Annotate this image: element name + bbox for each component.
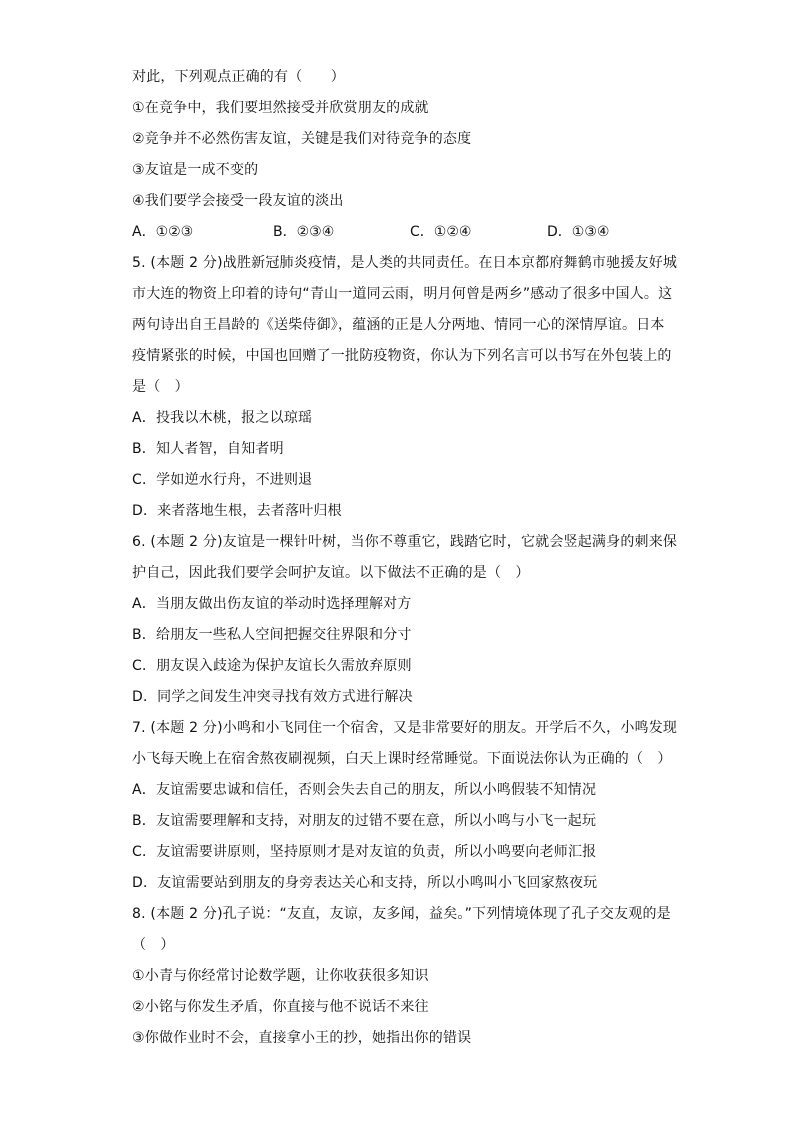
option-c: C．学如逆水行舟，不进则退: [132, 472, 313, 488]
question-text-line: 市大连的物资上印着的诗句“青山一道同云雨，明月何曾是两乡”感动了很多中国人。这: [132, 286, 673, 302]
option-c: C．①②④: [410, 224, 472, 240]
question-text-line: 护自己，因此我们要学会呵护友谊。以下做法不正确的是（ ）: [132, 565, 530, 581]
question-7: [132, 713, 678, 899]
question-text-line: （ ）: [132, 937, 175, 953]
option-d: D．①③④: [547, 224, 610, 240]
question-text-line: 小飞每天晚上在宿舍熬夜刷视频，白天上课时经常睡觉。下面说法你认为正确的（ ）: [132, 751, 672, 767]
question-6: [132, 527, 678, 713]
option-d: D．友谊需要站到朋友的身旁表达关心和支持，所以小鸣叫小飞回家熬夜玩: [132, 875, 598, 891]
statement-2: ②小铭与你发生矛盾，你直接与他不说话不来往: [132, 999, 429, 1015]
option-b: B．友谊需要理解和支持，对朋友的过错不要在意，所以小鸣与小飞一起玩: [132, 813, 597, 829]
option-b: B．给朋友一些私人空间把握交往界限和分寸: [132, 627, 412, 643]
answer-options-row: [132, 217, 672, 248]
exam-page: [132, 62, 678, 1054]
question-8: [132, 899, 672, 1054]
option-b: B．②③④: [273, 224, 335, 240]
statement-3: ③友谊是一成不变的: [132, 162, 259, 178]
statement-1: ①小青与你经常讨论数学题，让你收获很多知识: [132, 968, 429, 984]
option-a: A．投我以木桃，报之以琼瑶: [132, 410, 313, 426]
option-d: D．同学之间发生冲突寻找有效方式进行解决: [132, 689, 413, 705]
question-4-tail: [132, 62, 672, 248]
statement-2: ②竞争并不必然伤害友谊，关键是我们对待竞争的态度: [132, 131, 472, 147]
question-text-line: 7. (本题 2 分)小鸣和小飞同住一个宿舍，又是非常要好的朋友。开学后不久，小鸣发现: [132, 720, 678, 736]
option-a: A．当朋友做出伤友谊的举动时选择理解对方: [132, 596, 412, 612]
statement-4: ④我们要学会接受一段友谊的淡出: [132, 193, 344, 209]
statement-3: ③你做作业时不会，直接拿小王的抄，她指出你的错误: [132, 1030, 472, 1046]
option-c: C．朋友误入歧途为保护友谊长久需放弃原则: [132, 658, 412, 674]
option-d: D．来者落地生根，去者落叶归根: [132, 503, 342, 519]
question-5: [132, 248, 678, 527]
question-text-line: 8. (本题 2 分)孔子说：“友直，友谅，友多闻，益矣。”下列情境体现了孔子交友观的是: [132, 906, 671, 922]
question-text-line: 两句诗出自王昌龄的《送柴侍御》，蕴涵的正是人分两地、情同一心的深情厚谊。日本: [132, 317, 665, 333]
question-stem: 对此，下列观点正确的有（ ）: [132, 69, 345, 85]
question-text-line: 5. (本题 2 分)战胜新冠肺炎疫情，是人类的共同责任。在日本京都府舞鹤市驰援友好城: [132, 255, 678, 271]
option-a: A．①②③: [132, 224, 194, 240]
statement-1: ①在竞争中，我们要坦然接受并欣赏朋友的成就: [132, 100, 429, 116]
question-text-line: 疫情紧张的时候，中国也回赠了一批防疫物资，你认为下列名言可以书写在外包装上的: [132, 348, 672, 364]
option-c: C．友谊需要讲原则，坚持原则才是对友谊的负责，所以小鸣要向老师汇报: [132, 844, 597, 860]
option-a: A．友谊需要忠诚和信任，否则会失去自己的朋友，所以小鸣假装不知情况: [132, 782, 597, 798]
question-text-line: 6. (本题 2 分)友谊是一棵针叶树，当你不尊重它，践踏它时，它就会竖起满身的刺来保: [132, 534, 678, 550]
option-b: B．知人者智，自知者明: [132, 441, 284, 457]
question-text-line: 是（ ）: [132, 379, 189, 395]
